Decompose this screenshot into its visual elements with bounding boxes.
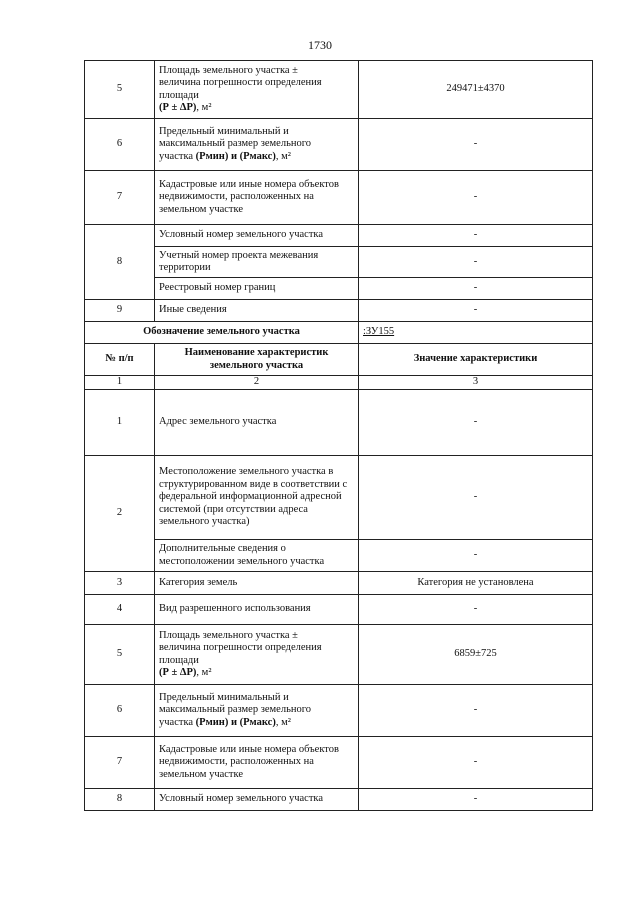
row-value: 6859±725 bbox=[359, 625, 593, 685]
row-number: 5 bbox=[85, 625, 155, 685]
row-value: - bbox=[359, 247, 593, 278]
row-value: - bbox=[359, 171, 593, 225]
table-row bbox=[85, 171, 593, 225]
table-row bbox=[85, 456, 593, 540]
row-number: 6 bbox=[85, 685, 155, 737]
row-number: 3 bbox=[85, 572, 155, 595]
row-name: Кадастровые или иные номера объектов недвижимости, расположенных на земельном участке bbox=[155, 737, 359, 789]
row-name: Предельный минимальный и максимальный размер земельного участка (Рмин) и (Рмакс), м² bbox=[155, 685, 359, 737]
row-number: 9 bbox=[85, 300, 155, 322]
table-row bbox=[85, 737, 593, 789]
table-row bbox=[85, 685, 593, 737]
table-row bbox=[85, 300, 593, 322]
table-row bbox=[85, 595, 593, 625]
row-name: Адрес земельного участка bbox=[155, 390, 359, 456]
column-number: 1 bbox=[85, 376, 155, 390]
header-num: № п/п bbox=[85, 344, 155, 376]
row-number: 5 bbox=[85, 61, 155, 119]
table-row bbox=[85, 789, 593, 811]
row-name: Вид разрешенного использования bbox=[155, 595, 359, 625]
designation-row bbox=[85, 322, 593, 344]
row-value: Категория не установлена bbox=[359, 572, 593, 595]
row-value: - bbox=[359, 225, 593, 247]
table-row bbox=[85, 225, 593, 247]
row-value: - bbox=[359, 540, 593, 572]
row-value: - bbox=[359, 595, 593, 625]
designation-label: Обозначение земельного участка bbox=[85, 322, 359, 344]
row-number: 8 bbox=[85, 225, 155, 300]
column-number: 3 bbox=[359, 376, 593, 390]
row-number: 6 bbox=[85, 119, 155, 171]
column-numbers-row bbox=[85, 376, 593, 390]
row-name: Площадь земельного участка ± величина погрешности определения площади (Р ± ΔР), м² bbox=[155, 625, 359, 685]
column-number: 2 bbox=[155, 376, 359, 390]
row-value: 249471±4370 bbox=[359, 61, 593, 119]
header-name: Наименование характеристик земельного участка bbox=[155, 344, 359, 376]
page-number: 1730 bbox=[308, 38, 332, 52]
row-number: 4 bbox=[85, 595, 155, 625]
row-number: 7 bbox=[85, 737, 155, 789]
row-value: - bbox=[359, 119, 593, 171]
table-row bbox=[85, 625, 593, 685]
row-value: - bbox=[359, 300, 593, 322]
row-name: Реестровый номер границ bbox=[155, 278, 359, 300]
row-name: Иные сведения bbox=[155, 300, 359, 322]
header-row bbox=[85, 344, 593, 376]
row-name: Кадастровые или иные номера объектов недвижимости, расположенных на земельном участке bbox=[155, 171, 359, 225]
row-value: - bbox=[359, 685, 593, 737]
row-value: - bbox=[359, 737, 593, 789]
table-row bbox=[85, 540, 593, 572]
row-name: Условный номер земельного участка bbox=[155, 789, 359, 811]
row-number: 2 bbox=[85, 456, 155, 572]
row-number: 1 bbox=[85, 390, 155, 456]
row-value: - bbox=[359, 456, 593, 540]
row-name: Дополнительные сведения о местоположении земельного участка bbox=[155, 540, 359, 572]
header-value: Значение характеристики bbox=[359, 344, 593, 376]
row-name: Местоположение земельного участка в структурированном виде в соответствии с федеральной информационной адресной системой (при отсутствии адреса земельного участка) bbox=[155, 456, 359, 540]
table-row bbox=[85, 61, 593, 119]
designation-value: :ЗУ155 bbox=[359, 322, 593, 344]
row-name: Площадь земельного участка ± величина погрешности определения площади (Р ± ΔР), м² bbox=[155, 61, 359, 119]
row-value: - bbox=[359, 278, 593, 300]
land-plot-table bbox=[84, 60, 593, 811]
row-name: Предельный минимальный и максимальный размер земельного участка (Рмин) и (Рмакс), м² bbox=[155, 119, 359, 171]
table-row bbox=[85, 572, 593, 595]
table-row bbox=[85, 390, 593, 456]
table-row bbox=[85, 119, 593, 171]
row-number: 7 bbox=[85, 171, 155, 225]
table-row bbox=[85, 278, 593, 300]
row-value: - bbox=[359, 789, 593, 811]
row-number: 8 bbox=[85, 789, 155, 811]
row-name: Категория земель bbox=[155, 572, 359, 595]
table-row bbox=[85, 247, 593, 278]
row-name: Учетный номер проекта межевания территории bbox=[155, 247, 359, 278]
row-name: Условный номер земельного участка bbox=[155, 225, 359, 247]
row-value: - bbox=[359, 390, 593, 456]
